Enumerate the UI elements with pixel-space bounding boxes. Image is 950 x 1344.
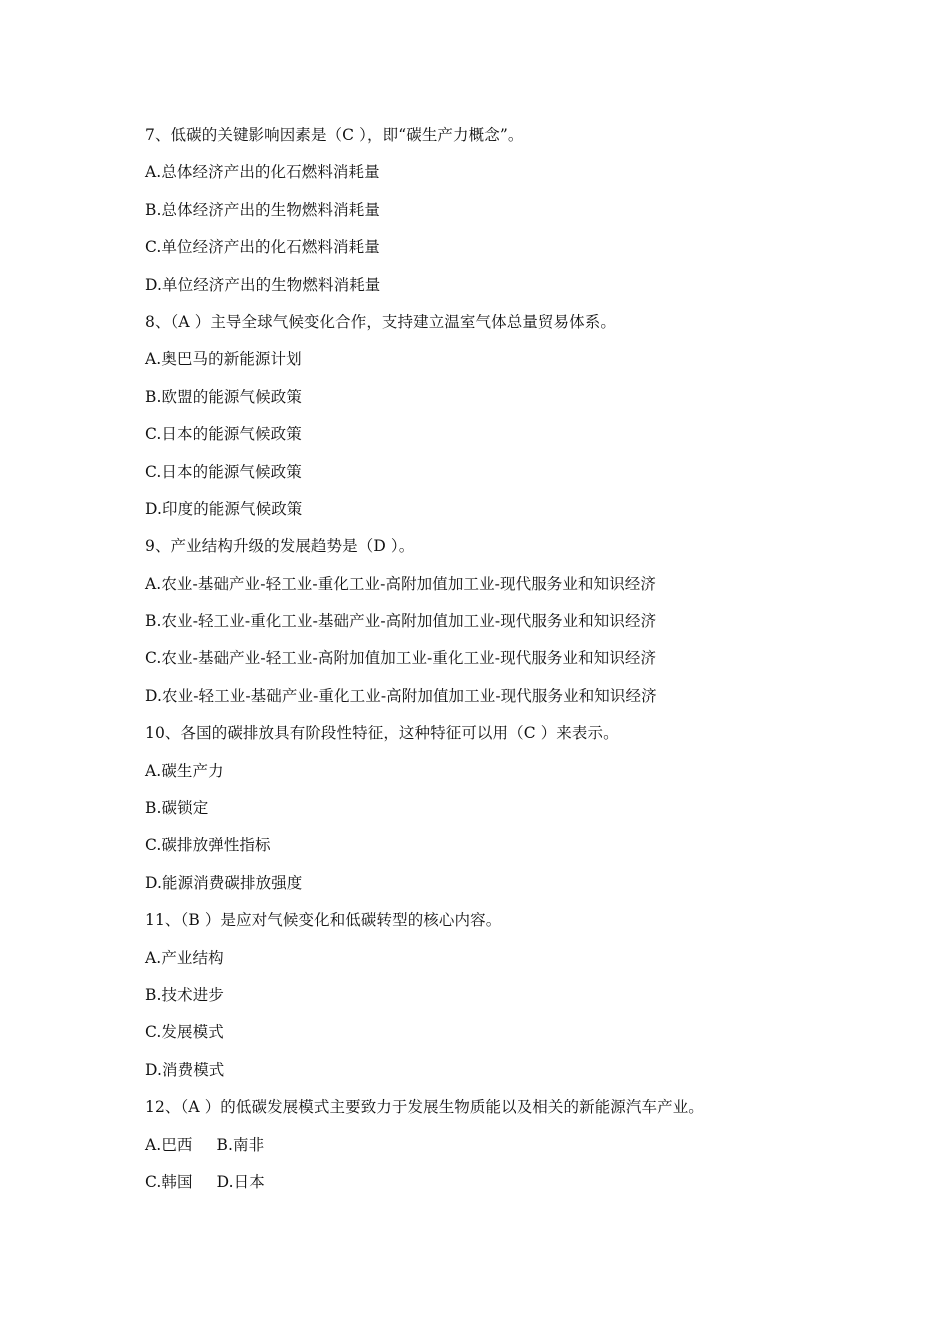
option-line: A.碳生产力 bbox=[145, 761, 224, 780]
option-line: C.农业-基础产业-轻工业-高附加值加工业-重化工业-现代服务业和知识经济 bbox=[145, 649, 657, 668]
question-stem: 9、产业结构升级的发展趋势是（D ）。 bbox=[145, 537, 415, 556]
option-line: C.发展模式 bbox=[145, 1023, 224, 1042]
option-pair-line bbox=[145, 1131, 845, 1168]
option-line: C.日本的能源气候政策 bbox=[145, 425, 302, 444]
option-line: A.产业结构 bbox=[145, 948, 224, 967]
option-line: D.单位经济产出的生物燃料消耗量 bbox=[145, 275, 381, 294]
question-stem: 7、低碳的关键影响因素是（C ），即“碳生产力概念”。 bbox=[145, 126, 524, 144]
question-stem: 12、（A ）的低碳发展模式主要致力于发展生物质能以及相关的新能源汽车产业。 bbox=[145, 1098, 704, 1117]
question-stem: 11、（B ）是应对气候变化和低碳转型的核心内容。 bbox=[145, 911, 502, 930]
option-line: A.总体经济产出的化石燃料消耗量 bbox=[145, 163, 380, 182]
question-stem: 10、各国的碳排放具有阶段性特征，这种特征可以用（C ）来表示。 bbox=[145, 724, 619, 743]
option-pair-line bbox=[145, 1168, 845, 1205]
option-line: D.印度的能源气候政策 bbox=[145, 499, 303, 518]
question-list bbox=[145, 121, 845, 1205]
option-line: D.能源消费碳排放强度 bbox=[145, 873, 303, 892]
option-line: C.日本的能源气候政策 bbox=[145, 462, 302, 481]
option-line: C.单位经济产出的化石燃料消耗量 bbox=[145, 238, 380, 257]
option-line: D.农业-轻工业-基础产业-重化工业-高附加值加工业-现代服务业和知识经济 bbox=[145, 686, 657, 705]
option-line: B.总体经济产出的生物燃料消耗量 bbox=[145, 200, 380, 219]
question-stem: 8、（A ）主导全球气候变化合作，支持建立温室气体总量贸易体系。 bbox=[145, 312, 616, 331]
option-line: A.奥巴马的新能源计划 bbox=[145, 350, 302, 369]
option-line: B.农业-轻工业-重化工业-基础产业-高附加值加工业-现代服务业和知识经济 bbox=[145, 612, 657, 631]
option-line: C.碳排放弹性指标 bbox=[145, 836, 271, 855]
option-text: D.日本 bbox=[216, 1172, 265, 1191]
option-line: B.欧盟的能源气候政策 bbox=[145, 387, 302, 406]
option-line: A.农业-基础产业-轻工业-重化工业-高附加值加工业-现代服务业和知识经济 bbox=[145, 574, 657, 593]
option-line: D.消费模式 bbox=[145, 1060, 225, 1079]
option-text: B.南非 bbox=[216, 1135, 265, 1154]
option-line: B.碳锁定 bbox=[145, 799, 209, 818]
option-text: A.巴西 bbox=[145, 1135, 193, 1154]
option-text: C.韩国 bbox=[145, 1172, 193, 1191]
option-line: B.技术进步 bbox=[145, 985, 224, 1004]
